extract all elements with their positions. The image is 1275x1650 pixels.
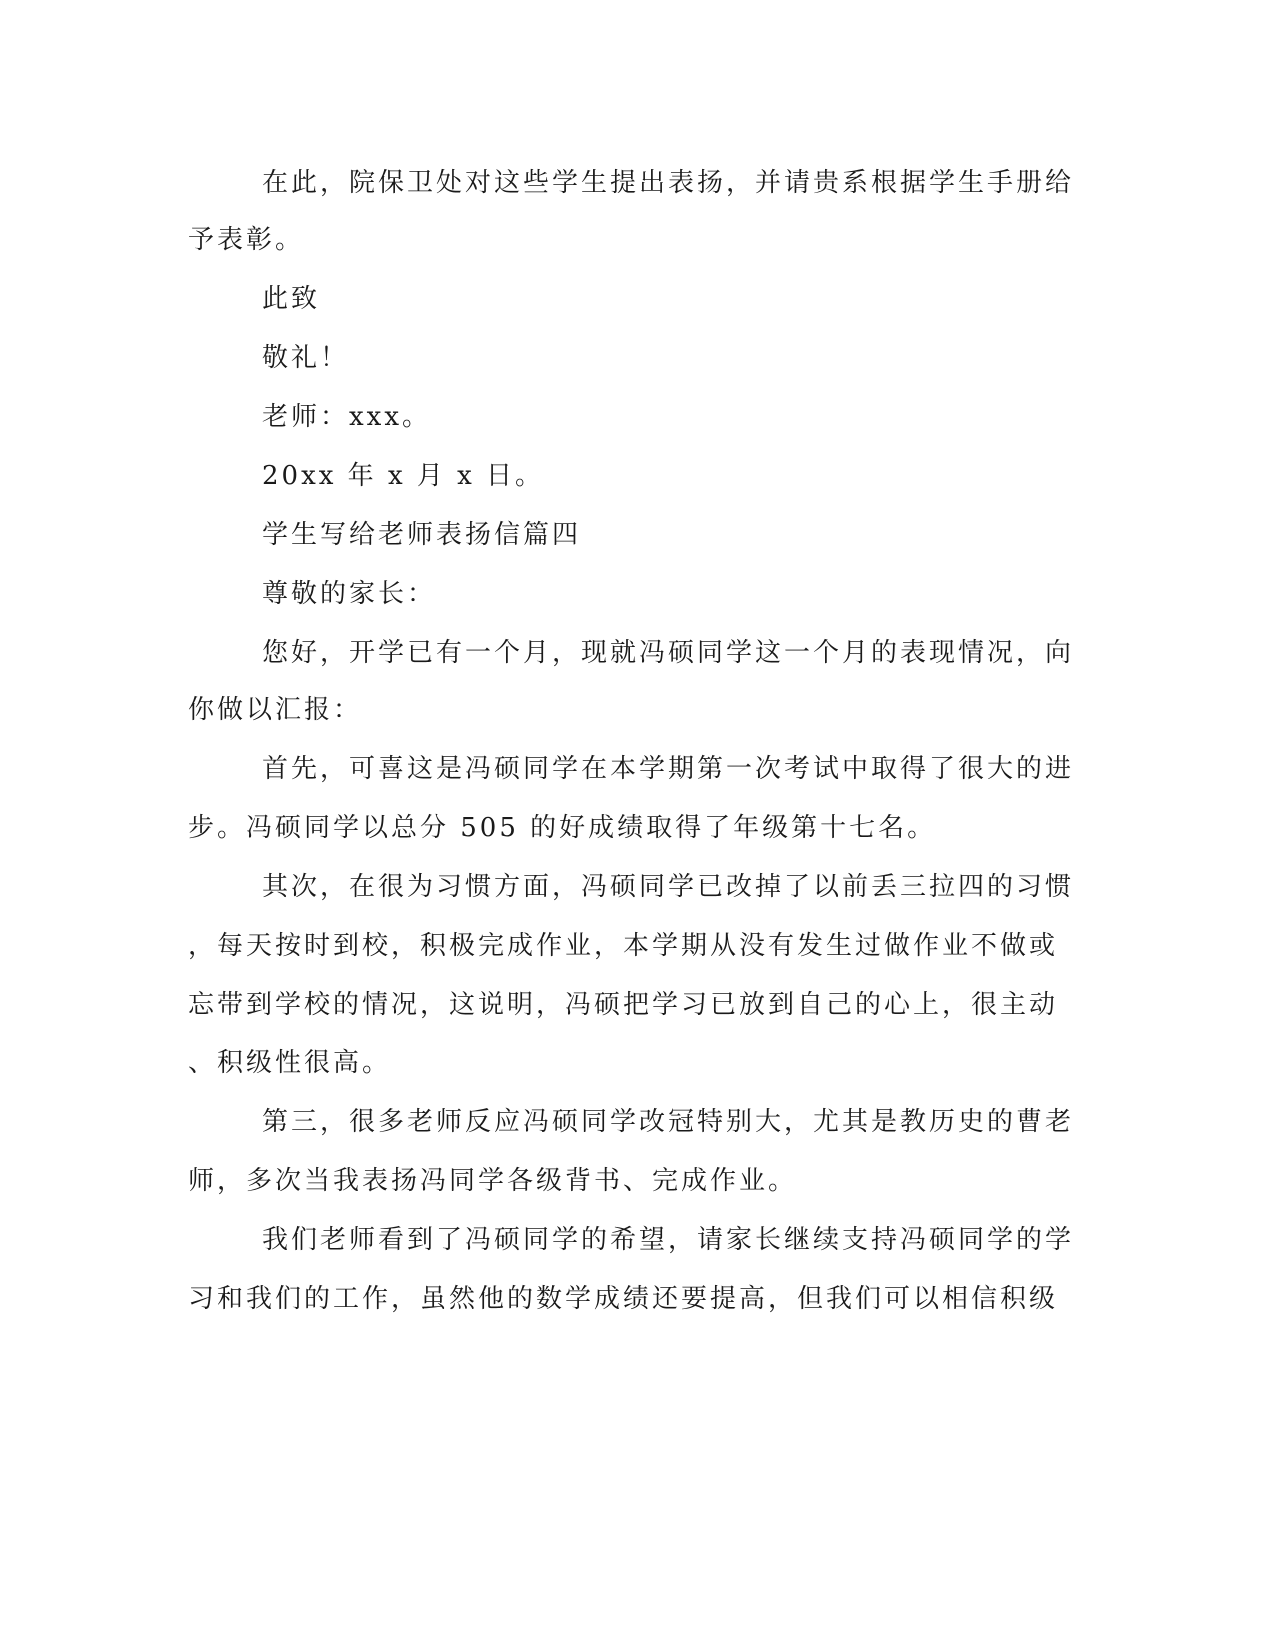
paragraph-line: 予表彰。 bbox=[188, 225, 305, 255]
paragraph-line: 步。冯硕同学以总分 505 的好成绩取得了年级第十七名。 bbox=[188, 813, 937, 843]
paragraph-line: 我们老师看到了冯硕同学的希望，请家长继续支持冯硕同学的学 bbox=[262, 1225, 1075, 1255]
paragraph-line: 您好，开学已有一个月，现就冯硕同学这一个月的表现情况，向 bbox=[262, 638, 1075, 668]
signature-line: 老师：xxx。 bbox=[262, 402, 431, 432]
paragraph-line: 师，多次当我表扬冯同学各级背书、完成作业。 bbox=[188, 1166, 798, 1196]
section-title: 学生写给老师表扬信篇四 bbox=[262, 520, 582, 550]
paragraph-line: 其次，在很为习惯方面，冯硕同学已改掉了以前丢三拉四的习惯 bbox=[262, 872, 1075, 902]
paragraph-line: 首先，可喜这是冯硕同学在本学期第一次考试中取得了很大的进 bbox=[262, 754, 1075, 784]
paragraph-line: ，每天按时到校，积极完成作业，本学期从没有发生过做作业不做或 bbox=[188, 931, 1059, 961]
salutation-closing: 此致 bbox=[262, 284, 321, 314]
salutation-respect: 敬礼！ bbox=[262, 343, 350, 373]
date-line: 20xx 年 x 月 x 日。 bbox=[262, 461, 545, 491]
paragraph-line: 第三，很多老师反应冯硕同学改冠特别大，尤其是教历史的曹老 bbox=[262, 1107, 1075, 1137]
greeting-line: 尊敬的家长： bbox=[262, 579, 437, 609]
paragraph-line: 在此，院保卫处对这些学生提出表扬，并请贵系根据学生手册给 bbox=[262, 168, 1075, 198]
paragraph-line: 、积级性很高。 bbox=[188, 1048, 392, 1078]
paragraph-line: 习和我们的工作，虽然他的数学成绩还要提高，但我们可以相信积级 bbox=[188, 1284, 1059, 1314]
paragraph-line: 你做以汇报： bbox=[188, 695, 363, 725]
paragraph-line: 忘带到学校的情况，这说明，冯硕把学习已放到自己的心上，很主动 bbox=[188, 990, 1059, 1020]
